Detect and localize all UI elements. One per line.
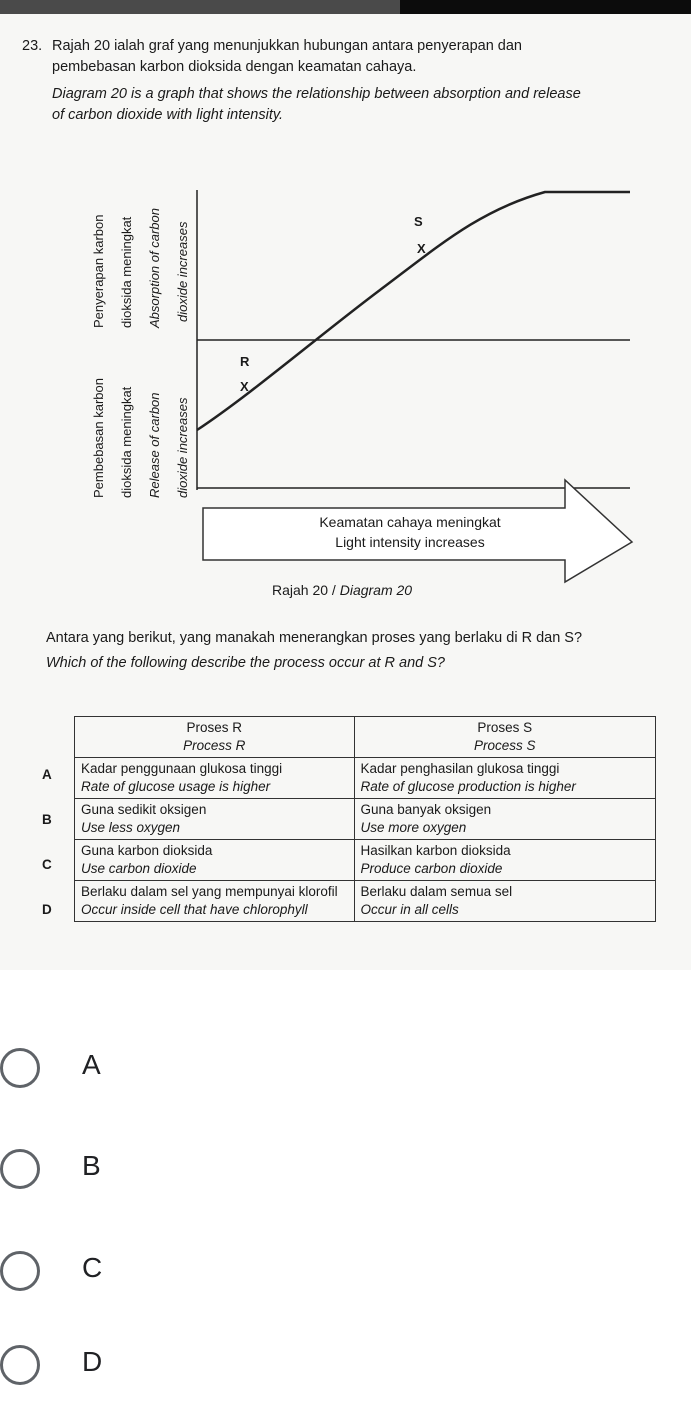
radio-c[interactable]: [0, 1251, 40, 1291]
choice-b-label[interactable]: B: [82, 1150, 101, 1181]
header-r-ms: Proses R: [186, 720, 243, 735]
point-s-marker: X: [417, 241, 426, 256]
row-a-r-ms: Kadar penggunaan glukosa tinggi: [81, 761, 283, 776]
row-b-s: [354, 799, 655, 840]
top-bar-dark: [400, 0, 691, 14]
lower-label-en-1: Release of carbon: [147, 392, 162, 498]
row-d-s: [354, 881, 655, 922]
row-a-r-en: Rate of glucose usage is higher: [81, 779, 271, 794]
row-label-d: D: [42, 902, 52, 917]
point-r-label: R: [240, 354, 250, 369]
row-d-s-en: Occur in all cells: [360, 902, 459, 917]
row-a-s-ms: Kadar penghasilan glukosa tinggi: [360, 761, 560, 776]
row-b-r: [75, 799, 355, 840]
prompt-en: Which of the following describe the process occur at R and S?: [46, 655, 445, 671]
choice-b[interactable]: [0, 1149, 691, 1209]
row-a-s-en: Rate of glucose production is higher: [360, 779, 576, 794]
prompt-ms: Antara yang berikut, yang manakah menerangkan proses yang berlaku di R dan S?: [46, 630, 583, 646]
point-r-marker: X: [240, 379, 249, 394]
caption-ms: Rajah 20 /: [272, 582, 340, 598]
arrow-label-en: Light intensity increases: [335, 534, 485, 550]
table-header: [75, 717, 656, 758]
row-a-s: [354, 758, 655, 799]
row-d-r: [75, 881, 355, 922]
table-row: [75, 881, 656, 922]
choice-c[interactable]: [0, 1251, 691, 1311]
choice-d[interactable]: [0, 1345, 691, 1405]
options-table: [74, 716, 656, 922]
header-process-r: [75, 717, 355, 758]
table-row: [75, 758, 656, 799]
question-line-ms-2: pembebasan karbon dioksida dengan keamatan cahaya.: [52, 59, 417, 75]
header-s-ms: Proses S: [477, 720, 533, 735]
upper-label-en-2: dioxide increases: [175, 221, 190, 322]
lower-label-en-2: dioxide increases: [175, 397, 190, 498]
row-d-r-en: Occur inside cell that have chlorophyll: [81, 902, 308, 917]
upper-label-ms-2: dioksida meningkat: [119, 216, 134, 328]
radio-d[interactable]: [0, 1345, 40, 1385]
row-c-r: [75, 840, 355, 881]
row-label-a: A: [42, 767, 52, 782]
row-c-s: [354, 840, 655, 881]
row-c-s-en: Produce carbon dioxide: [360, 861, 503, 876]
upper-label-ms-1: Penyerapan karbon: [91, 214, 106, 328]
choice-a-label[interactable]: A: [82, 1049, 101, 1080]
header-process-s: [354, 717, 655, 758]
header-r-en: Process R: [183, 738, 246, 753]
row-c-s-ms: Hasilkan karbon dioksida: [360, 843, 511, 858]
row-a-r: [75, 758, 355, 799]
row-d-s-ms: Berlaku dalam semua sel: [360, 884, 513, 899]
row-label-b: B: [42, 812, 52, 827]
question-line-en-1: Diagram 20 is a graph that shows the relationship between absorption and release: [52, 86, 581, 102]
radio-b[interactable]: [0, 1149, 40, 1189]
choice-c-label[interactable]: C: [82, 1252, 103, 1283]
question-number: 23.: [22, 38, 43, 54]
arrow-label-ms: Keamatan cahaya meningkat: [319, 514, 501, 530]
table-row: [75, 799, 656, 840]
upper-label-en-1: Absorption of carbon: [147, 208, 162, 328]
caption-en: Diagram 20: [339, 582, 413, 598]
table-row: [75, 840, 656, 881]
row-b-s-en: Use more oxygen: [360, 820, 467, 835]
question-line-ms-1: Rajah 20 ialah graf yang menunjukkan hubungan antara penyerapan dan: [52, 38, 522, 54]
top-bar: [0, 0, 691, 14]
question-line-en-2: of carbon dioxide with light intensity.: [52, 107, 284, 123]
point-s-label: S: [414, 214, 423, 229]
radio-a[interactable]: [0, 1048, 40, 1088]
row-c-r-ms: Guna karbon dioksida: [81, 843, 213, 858]
choice-d-label[interactable]: D: [82, 1346, 103, 1377]
row-c-r-en: Use carbon dioxide: [81, 861, 197, 876]
row-d-r-ms: Berlaku dalam sel yang mempunyai klorofil: [81, 884, 338, 899]
row-b-s-ms: Guna banyak oksigen: [360, 802, 492, 817]
light-intensity-arrow: [203, 480, 632, 582]
row-label-c: C: [42, 857, 52, 872]
header-s-en: Process S: [473, 738, 536, 753]
row-b-r-ms: Guna sedikit oksigen: [81, 802, 207, 817]
row-b-r-en: Use less oxygen: [81, 820, 181, 835]
lower-label-ms-1: Pembebasan karbon: [91, 378, 106, 498]
choice-a[interactable]: [0, 1048, 691, 1108]
lower-label-ms-2: dioksida meningkat: [119, 386, 134, 498]
